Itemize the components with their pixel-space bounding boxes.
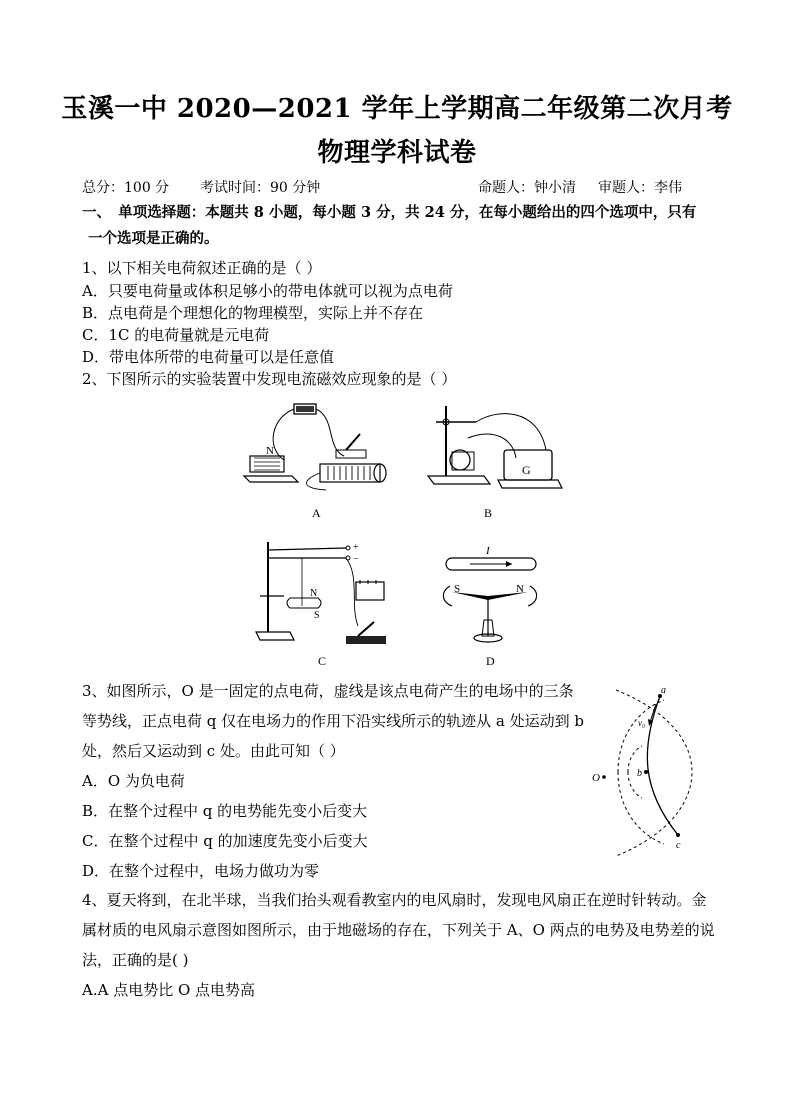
q4-line-3: 法，正确的是( )	[82, 951, 189, 969]
fig-c-label-minus: −	[353, 554, 359, 565]
fig-d-label-i: I	[486, 545, 490, 557]
q1-option-d: D．带电体所带的电荷量可以是任意值	[82, 348, 335, 366]
q4-option-a: A.A 点电势比 O 点电势高	[82, 981, 256, 999]
fig-d-label-n: N	[516, 583, 524, 595]
exam-subtitle: 物理学科试卷	[317, 138, 477, 168]
section-heading-cont: 一个选项是正确的。	[88, 230, 219, 247]
q3-field-figure	[588, 680, 718, 865]
q3-option-b: B．在整个过程中 q 的电势能先变小后变大	[82, 802, 368, 820]
q3-fig-label-v0: v₀	[638, 718, 646, 728]
fig-b-label-g: G	[522, 463, 531, 477]
figure-a-apparatus	[236, 398, 396, 503]
figure-c-label: C	[318, 654, 327, 668]
q3-fig-label-a: a	[661, 685, 666, 696]
q1-option-a: A．只要电荷量或体积足够小的带电体就可以视为点电荷	[82, 282, 453, 300]
figure-d-label: D	[486, 654, 495, 668]
q2-stem: 2、下图所示的实验装置中发现电流磁效应现象的是（ ）	[82, 370, 457, 388]
q3-line-3: 处，然后又运动到 c 处。由此可知（ ）	[82, 742, 345, 760]
figure-b-apparatus	[418, 398, 568, 503]
fig-c-label-plus: +	[353, 542, 359, 553]
author: 命题人：钟小清	[478, 180, 576, 196]
fig-c-label-n: N	[310, 588, 318, 599]
reviewer: 审题人：李伟	[598, 180, 682, 196]
q3-fig-label-c: c	[676, 840, 681, 851]
exam-time: 考试时间：90 分钟	[200, 180, 321, 196]
exam-title: 玉溪一中 2020—2021 学年上学期高二年级第二次月考	[61, 94, 733, 124]
total-score: 总分：100 分	[82, 180, 170, 196]
q1-option-c: C．1C 的电荷量就是元电荷	[82, 326, 270, 344]
q4-line-1: 4、夏天将到，在北半球，当我们抬头观看教室内的电风扇时，发现电风扇正在逆时针转动。金	[82, 891, 707, 909]
fig-a-label-n: N	[266, 445, 274, 457]
q3-line-2: 等势线，正点电荷 q 仅在电场力的作用下沿实线所示的轨迹从 a 处运动到 b	[82, 712, 584, 730]
fig-c-label-s: S	[314, 610, 320, 621]
q3-option-d: D．在整个过程中，电场力做功为零	[82, 862, 320, 880]
q3-fig-label-b: b	[637, 768, 642, 779]
figure-c-apparatus	[250, 536, 400, 654]
q1-option-b: B．点电荷是个理想化的物理模型，实际上并不存在	[82, 304, 424, 322]
q1-stem: 1、以下相关电荷叙述正确的是（ ）	[82, 259, 322, 277]
q3-fig-label-o: O	[592, 772, 600, 784]
q4-line-2: 属材质的电风扇示意图如图所示，由于地磁场的存在，下列关于 A、O 两点的电势及电势差的说	[82, 921, 715, 939]
q3-line-1: 3、如图所示，O 是一固定的点电荷，虚线是该点电荷产生的电场中的三条	[82, 682, 574, 700]
figure-d-apparatus	[430, 540, 550, 652]
figure-a-label: A	[312, 506, 321, 520]
q3-option-c: C．在整个过程中 q 的加速度先变小后变大	[82, 832, 368, 850]
fig-d-label-s: S	[454, 583, 461, 595]
section-heading: 一、 单项选择题：本题共 8 小题，每小题 3 分，共 24 分，在每小题给出的四个选项中，只有	[82, 204, 697, 221]
q3-option-a: A．O 为负电荷	[82, 772, 185, 790]
figure-b-label: B	[484, 506, 493, 520]
